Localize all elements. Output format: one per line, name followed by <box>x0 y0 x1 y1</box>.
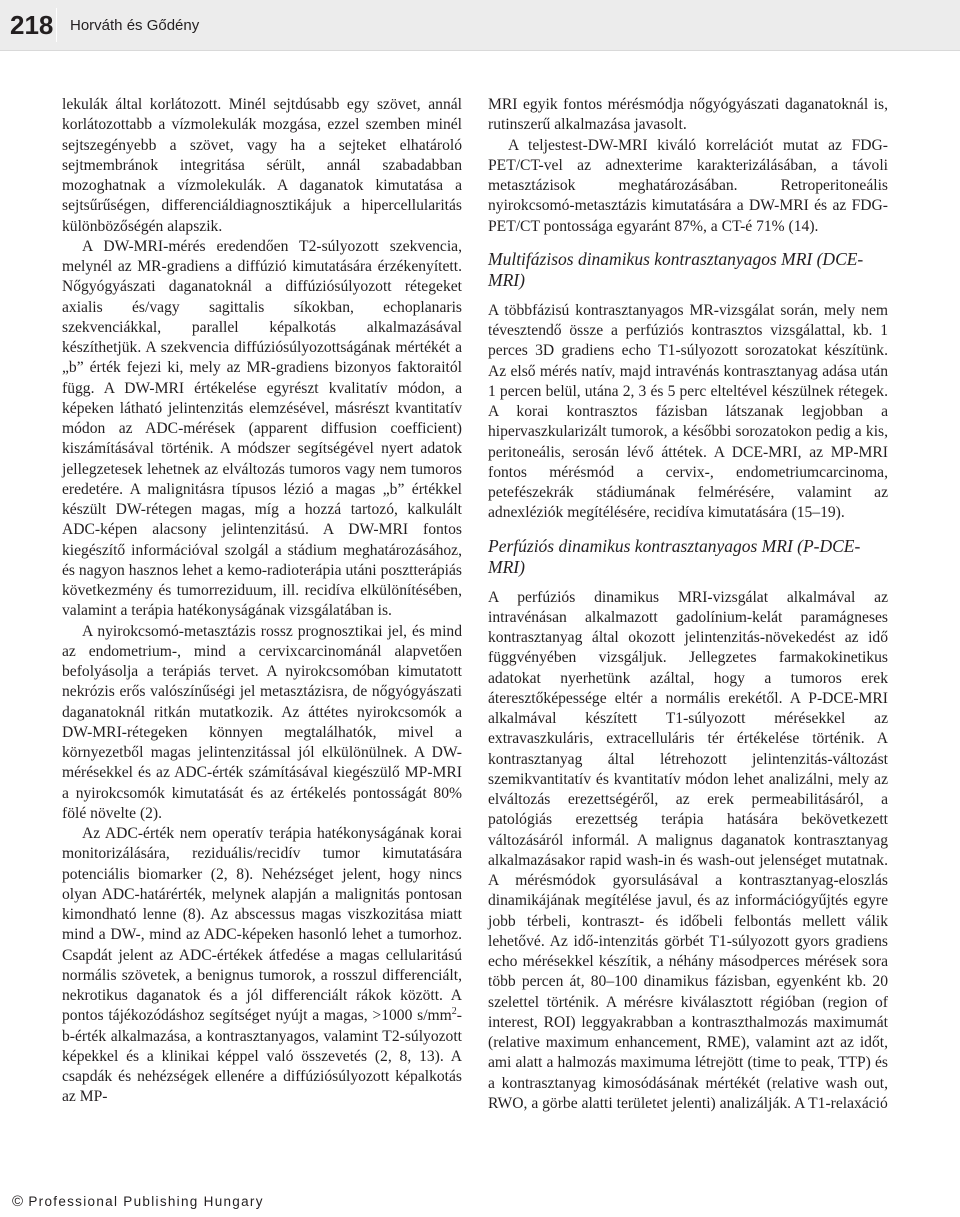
paragraph: A DW-MRI-mérés eredendően T2-súlyozott szekvencia, melynél az MR-gradiens a diffúzió kimutatására érzékenyített. Nőgyógyászati daganatoknál a diffúziósúlyozott rétegeket axialis és/vagy sagittalis síkokban, echoplanaris szekvenciákkal, parallel képalkotás alkalmazásával készíthetjük. A szekvencia diffúziósúlyozottságának mértékét a „b” érték fejezi ki, mely az MR-gradiens bizonyos faktoraitól függ. A DW-MRI értékelése egyrészt kvalitatív módon, a képeken látható jelintenzitás elemzésével, másrészt kvantitatív módon az ADC-mérések (apparent diffusion coefficient) kiszámításával történik. A módszer segítségével nyert adatok jellegzetesek lehetnek az elváltozás tumoros vagy nem tumoros eredetére. A malignitásra típusos lézió a magas „b” értékkel készült DW-rétegen magas, míg a hozzá tartozó, kalkulált ADC-képen alacsony jelintenzitású. A DW-MRI fontos kiegészítő információval szolgál a stádium meghatározásához, és nagyon hasznos lehet a kemo-radioterápia utáni posztterápiás következmény és tumorreziduum, ill. recidíva elkülönítésében, valamint a terápia hatékonyságának vizsgálatában is. <box>62 237 462 620</box>
page-number: 218 <box>10 10 54 40</box>
paragraph-text: -b-érték alkalmazása, a kontrasztanyagos, valamint T2-súlyozott képekkel és a klinikai képpel való összevetés (2, 8, 13). A csapdák és nehézségek ellenére a diffúziósúlyozott képalkotás az MP- <box>62 1007 462 1106</box>
paragraph <box>62 824 462 1108</box>
paragraph: lekulák által korlátozott. Minél sejtdúsabb egy szövet, annál korlátozottabb a vízmolekulák mozgása, ezzel szemben minél sejtszegényebb a szövet, vagy ha a sejteket elhatároló sejtmembránok integritása sérült, annál szabadabban mozoghatnak a vízmolekulák. A daganatok kimutatása a sejtsűrűségen, differenciáldiagnosztikájuk a hipercellularitás különbözőségén alapszik. <box>62 96 462 235</box>
superscript: 2 <box>451 1006 457 1018</box>
paragraph: A nyirokcsomó-metasztázis rossz prognosztikai jel, és mind az endometrium-, mind a cervixcarcinománál alapvetően befolyásolja a terápiás tervet. A nyirokcsomóban kimutatott nekrózis erős valószínűségi jel metasztázisra, de nőgyógyászati daganatoknál ritkán mutatkozik. Az áttétes nyirokcsomók a DW-MRI-rétegeken könnyen megtalálhatók, mivel a környezetből magas jelintenzitással jól elkülönülnek. A DW-mérésekkel és az ADC-érték számításával kiegészülő MP-MRI a nyirokcsomók kimutatását és az értékelés pontosságát 80% fölé növelte (2). <box>62 622 462 822</box>
publisher-name: Professional Publishing Hungary <box>28 1194 264 1209</box>
header-divider <box>56 8 57 42</box>
right-column <box>488 95 888 1114</box>
section-heading: Perfúziós dinamikus kontrasztanyagos MRI (P-DCE-MRI) <box>488 535 861 577</box>
section-heading: Multifázisos dinamikus kontrasztanyagos MRI (DCE-MRI) <box>488 248 864 290</box>
running-header <box>0 0 960 51</box>
left-column <box>62 95 462 1108</box>
running-head-authors: Horváth és Gődény <box>70 17 200 34</box>
paragraph: A többfázisú kontrasztanyagos MR-vizsgálat során, mely nem tévesztendő össze a perfúziós kontrasztos vizsgálattal, kb. 1 perces 3D gradiens echo T1-súlyozott sorozatokat készítünk. Az első mérés natív, majd intravénás kontrasztanyag adása után 1 percen belül, utána 2, 3 és 5 perc elteltével készülnek rétegek. A korai kontrasztos fázisban látszanak legjobban a hipervaszkularizált tumorok, a későbbi sorozatokon pedig a kis, peritoneális, serosán lévő áttétek. A DCE-MRI, az MP-MRI fontos mérésmód a cervix-, endometriumcarcinoma, petefészekrák stádiumának felmérésére, valamint az adnexléziók megítélésére, recidíva kimutatására (15–19). <box>488 301 888 522</box>
paragraph-text: Az ADC-érték nem operatív terápia hatékonyságának korai monitorizálására, reziduális/recidív tumor kimutatására potenciális biomarker (2, 8). Nehézséget jelent, hogy nincs olyan ADC-határérték, melynek alapján a malignitás pontosan kimondható lenne (8). Az abscessus magas viszkozitása miatt mind a DW-, mind az ADC-képeken hasonló lehet a tumorhoz. Csapdát jelent az ADC-értékek átfedése a magas cellularitású normális szövetek, a benignus tumorok, a rosszul differenciált, nekrotikus daganatok és a jól differenciált rákok között. A pontos tájékozódáshoz segítséget nyújt a magas, >1000 s/mm <box>62 825 462 1025</box>
copyright-icon: © <box>12 1193 25 1210</box>
paragraph: MRI egyik fontos mérésmódja nőgyógyászati daganatoknál is, rutinszerű alkalmazása javasolt. <box>488 96 888 134</box>
footer <box>12 1193 264 1210</box>
paragraph: A teljestest-DW-MRI kiváló korrelációt mutat az FDG-PET/CT-vel az adnexterime karakterizálásában, a távoli metasztázisok meghatározásában. Retroperitoneális nyirokcsomó-metasztázis kimutatására a DW-MRI és az FDG-PET/CT pontossága egyaránt 87%, a CT-é 71% (14). <box>488 136 888 235</box>
paragraph: A perfúziós dinamikus MRI-vizsgálat alkalmával az intravénásan alkalmazott gadolínium-kelát paramágneses kontrasztanyag által okozott jelintenzitás-növekedést az idő függvényében vizsgáljuk. Jellegzetes farmakokinetikus adatokat nyerhetünk azáltal, hogy a tumoros erek áteresztőképessége eltér a normális erekétől. A P-DCE-MRI alkalmával készített T1-súlyozott mérésekkel az extravaszkuláris, extracelluláris tér értékelése történik. A kontrasztanyag által létrehozott jelintenzitás-változást szemikvantitatív és kvantitatív módon lehet analizálni, mely az elváltozás erezettségéről, az erek permeabilitásáról, a patológiás erezettség terápia hatására bekövetkezett változásáról informál. A malignus daganatok kontrasztanyag alkalmazásakor rapid wash-in és wash-out jelenséget mutatnak. A mérésmódok gyorsulásával a kontrasztanyag-eloszlás dinamikájának megítélése javul, és az információgyűjtés egyre jobb térbeli, kontraszt- és időbeli felbontás mellett válik lehetővé. Az idő-intenzitás görbét T1-súlyozott gyors gradiens echo mérésekkel készítik, a néhány másodperces mérések sora több percen át, 80–100 dinamikus fázisban, egyenként kb. 20 szelettel történik. A mérésre kiválasztott régióban (region of interest, ROI) leggyakrabban a kontraszthalmozás maximumát (relative maximum enhancement, RME), valamint azt az időt, ami alatt a halmozás maximuma létrejött (time to peak, TTP) és a kontrasztanyag kimosódásának mértékét (relative wash out, RWO, a görbe alatti területet jelenti) analizálják. A T1-relaxáció <box>488 588 888 1112</box>
